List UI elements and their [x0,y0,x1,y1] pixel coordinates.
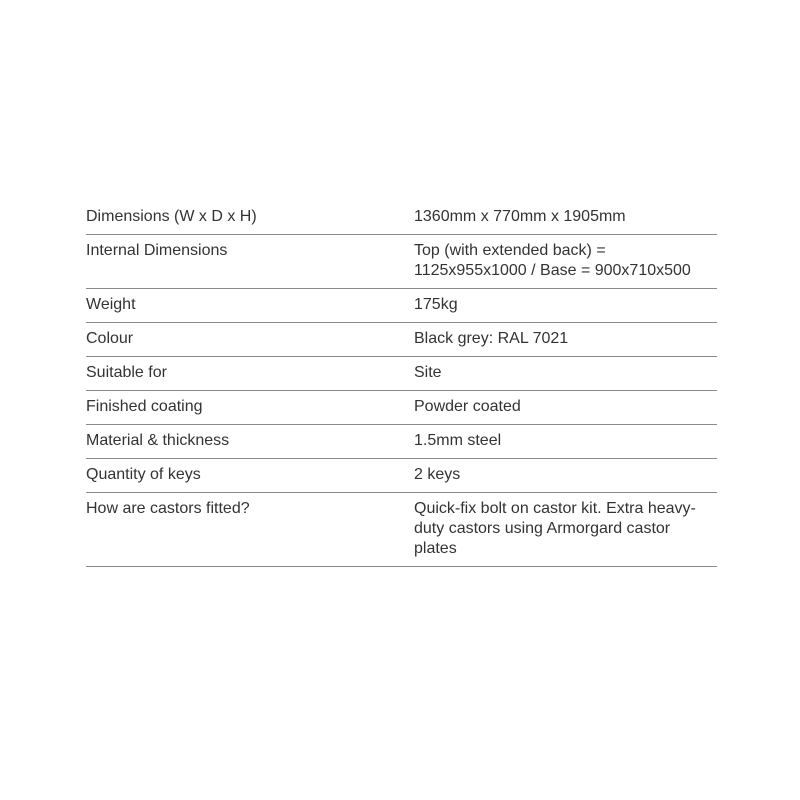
spec-value: 2 keys [414,466,461,483]
spec-value: 1360mm x 770mm x 1905mm [414,208,626,225]
spec-value: 1.5mm steel [414,432,502,449]
spec-row-weight [86,289,717,323]
spec-row-finished-coating [86,391,717,425]
spec-value: 175kg [414,296,458,313]
spec-label: How are castors fitted? [86,500,250,517]
spec-value: Top (with extended back) = 1125x955x1000 / Base = 900x710x500 [414,242,691,279]
specification-table [86,201,717,567]
spec-row-quantity-of-keys [86,459,717,493]
spec-row-castors-fitted [86,493,717,567]
spec-row-suitable-for [86,357,717,391]
spec-label: Internal Dimensions [86,242,228,259]
spec-value: Quick-fix bolt on castor kit. Extra heavy-duty castors using Armorgard castor plates [414,500,696,557]
spec-value: Powder coated [414,398,521,415]
spec-label: Material & thickness [86,432,230,449]
spec-label: Dimensions (W x D x H) [86,208,257,225]
spec-label: Weight [86,296,136,313]
spec-value: Site [414,364,442,381]
spec-label: Quantity of keys [86,466,201,483]
spec-label: Suitable for [86,364,167,381]
spec-value: Black grey: RAL 7021 [414,330,569,347]
spec-label: Colour [86,330,134,347]
spec-row-material-thickness [86,425,717,459]
spec-row-dimensions [86,201,717,235]
spec-label: Finished coating [86,398,203,415]
spec-row-colour [86,323,717,357]
spec-row-internal-dimensions [86,235,717,289]
